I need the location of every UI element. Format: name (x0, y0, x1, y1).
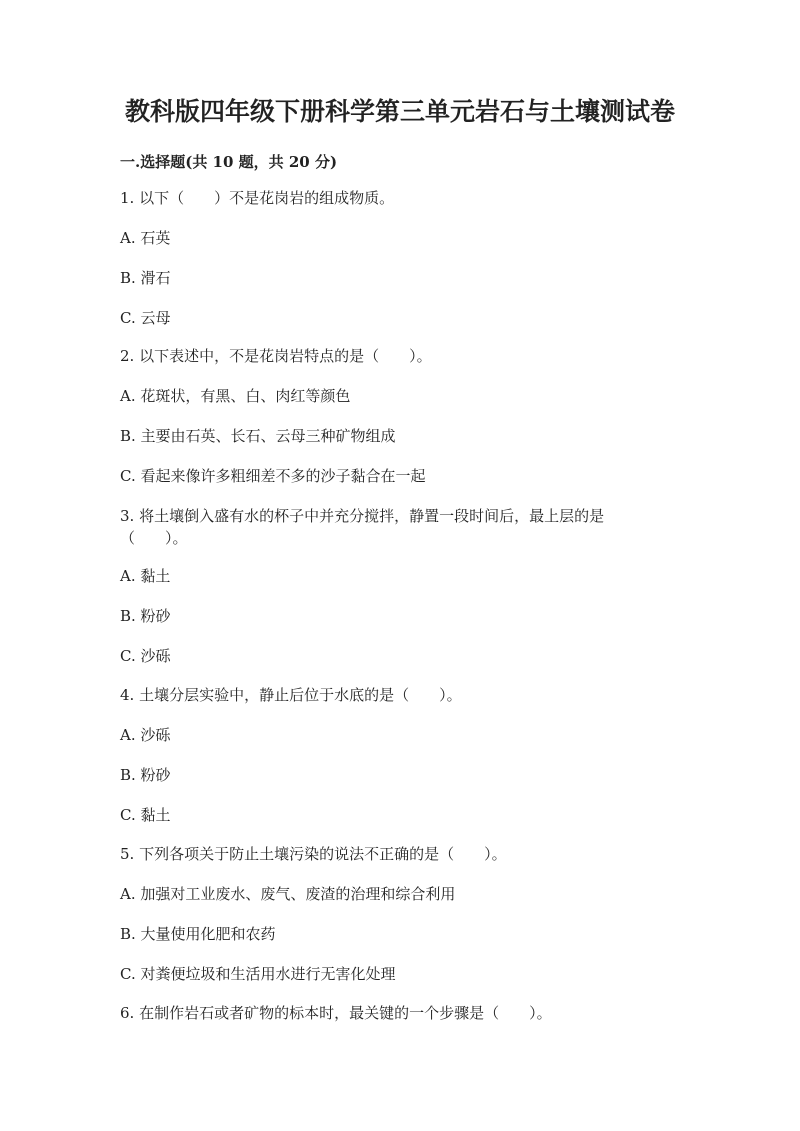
question-1-option-c: C. 云母 (120, 309, 171, 327)
question-4-stem: 4. 土壤分层实验中，静止后位于水底的是（ ）。 (120, 686, 462, 704)
section-heading: 一.选择题(共 10 题，共 20 分) (120, 153, 338, 171)
question-3-option-b: B. 粉砂 (120, 607, 171, 625)
question-1-option-a: A. 石英 (120, 229, 171, 247)
page-title: 教科版四年级下册科学第三单元岩石与土壤测试卷 (124, 97, 675, 126)
question-5-option-a: A. 加强对工业废水、废气、废渣的治理和综合利用 (120, 885, 456, 903)
question-5-stem: 5. 下列各项关于防止土壤污染的说法不正确的是（ ）。 (120, 845, 507, 863)
question-2-stem: 2. 以下表述中，不是花岗岩特点的是（ ）。 (120, 347, 432, 365)
question-1-stem: 1. 以下（ ）不是花岗岩的组成物质。 (120, 189, 395, 207)
question-3-stem: 3. 将土壤倒入盛有水的杯子中并充分搅拌，静置一段时间后，最上层的是（ ）。 (120, 507, 605, 547)
question-2-option-a: A. 花斑状，有黑、白、肉红等颜色 (120, 387, 351, 405)
question-4-option-a: A. 沙砾 (120, 726, 171, 744)
question-6-stem: 6. 在制作岩石或者矿物的标本时，最关键的一个步骤是（ ）。 (120, 1004, 552, 1022)
question-5-option-c: C. 对粪便垃圾和生活用水进行无害化处理 (120, 965, 396, 983)
question-3-option-c: C. 沙砾 (120, 647, 171, 665)
question-3-option-a: A. 黏土 (120, 567, 171, 585)
question-1-option-b: B. 滑石 (120, 269, 171, 287)
question-5-option-b: B. 大量使用化肥和农药 (120, 925, 276, 943)
question-2-option-b: B. 主要由石英、长石、云母三种矿物组成 (120, 427, 396, 445)
question-4-option-b: B. 粉砂 (120, 766, 171, 784)
question-2-option-c: C. 看起来像许多粗细差不多的沙子黏合在一起 (120, 467, 426, 485)
question-4-option-c: C. 黏土 (120, 806, 171, 824)
